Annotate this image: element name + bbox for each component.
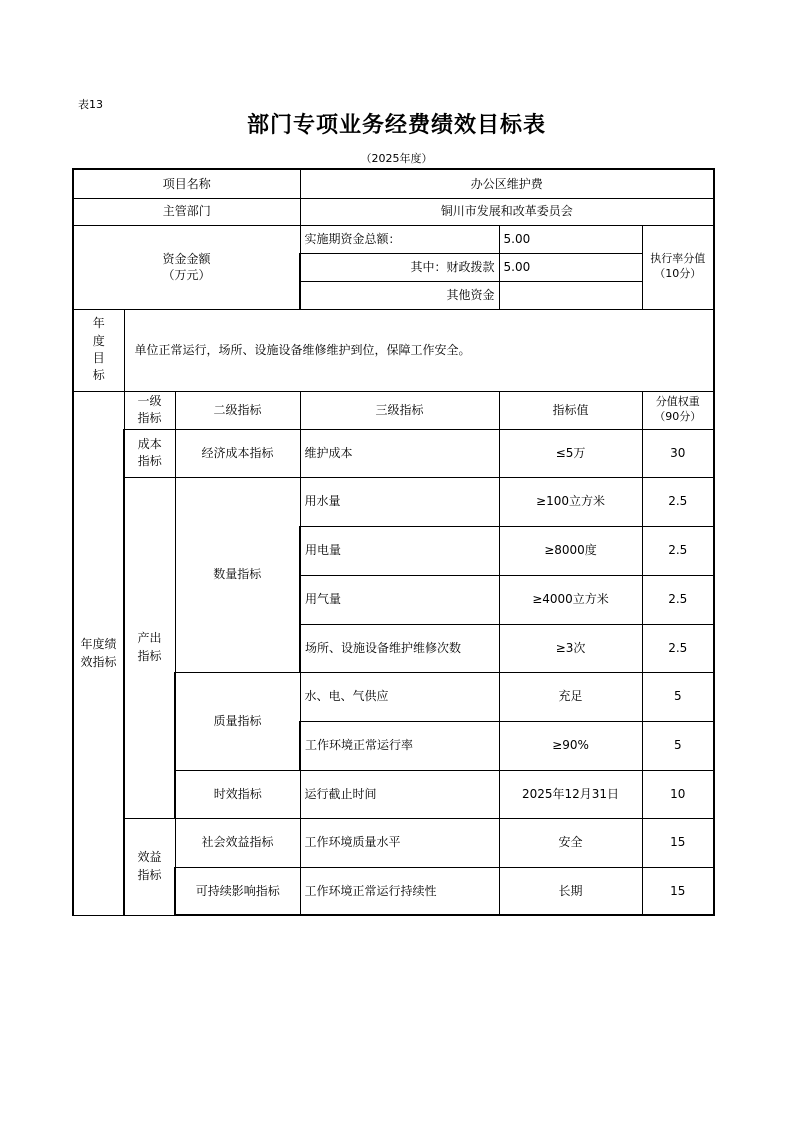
header-level2: 二级指标 xyxy=(175,391,300,429)
quantity-weight: 2.5 xyxy=(642,477,714,526)
header-value: 指标值 xyxy=(499,391,642,429)
funds-other-label: 其他资金 xyxy=(300,281,499,309)
quantity-level3: 用水量 xyxy=(300,477,499,526)
header-weight: 分值权重 （90分） xyxy=(642,391,714,429)
project-name-value: 办公区维护费 xyxy=(300,169,714,198)
quantity-value: ≥100立方米 xyxy=(499,477,642,526)
funds-label-line2: （万元） xyxy=(162,268,211,282)
funds-fiscal-value: 5.00 xyxy=(499,253,642,281)
quantity-level2: 数量指标 xyxy=(175,477,300,672)
cost-value: ≤5万 xyxy=(499,429,642,477)
timeliness-value: 2025年12月31日 xyxy=(499,770,642,818)
department-label: 主管部门 xyxy=(73,198,300,225)
department-row xyxy=(73,198,714,225)
cost-level1: 成本指标 xyxy=(124,429,175,477)
annual-goal-text: 单位正常运行，场所、设施设备维修维护到位，保障工作安全。 xyxy=(124,309,714,391)
quality-weight: 5 xyxy=(642,672,714,721)
benefit-value: 安全 xyxy=(499,818,642,867)
benefit-value: 长期 xyxy=(499,867,642,915)
funds-fiscal-label: 其中：财政拨款 xyxy=(300,253,499,281)
funds-label xyxy=(73,225,300,309)
header-level3: 三级指标 xyxy=(300,391,499,429)
table-number: 表13 xyxy=(78,98,103,111)
quality-level3: 工作环境正常运行率 xyxy=(300,721,499,770)
quantity-weight: 2.5 xyxy=(642,575,714,624)
quality-value: ≥90% xyxy=(499,721,642,770)
quantity-row-1 xyxy=(73,477,714,526)
exec-rate-label-line2: （10分） xyxy=(654,267,702,280)
benefit-weight: 15 xyxy=(642,818,714,867)
quantity-level3: 场所、设施设备维护维修次数 xyxy=(300,624,499,672)
cost-row xyxy=(73,429,714,477)
quantity-level3: 用气量 xyxy=(300,575,499,624)
annual-goal-label: 年度目标 xyxy=(73,309,124,391)
funds-label-line1: 资金金额 xyxy=(162,251,211,266)
performance-target-table xyxy=(72,168,715,916)
output-level1: 产出指标 xyxy=(124,477,175,818)
annual-goal-row xyxy=(73,309,714,391)
quality-value: 充足 xyxy=(499,672,642,721)
benefit-weight: 15 xyxy=(642,867,714,915)
quantity-value: ≥4000立方米 xyxy=(499,575,642,624)
quality-level3: 水、电、气供应 xyxy=(300,672,499,721)
quantity-weight: 2.5 xyxy=(642,624,714,672)
funds-total-value: 5.00 xyxy=(499,225,642,253)
quantity-level3: 用电量 xyxy=(300,526,499,575)
funds-total-label: 实施期资金总额： xyxy=(300,225,499,253)
benefit-level3: 工作环境质量水平 xyxy=(300,818,499,867)
benefit-row-1 xyxy=(73,818,714,867)
benefit-level2: 社会效益指标 xyxy=(175,818,300,867)
quality-weight: 5 xyxy=(642,721,714,770)
cost-weight: 30 xyxy=(642,429,714,477)
year-label: （2025年度） xyxy=(360,152,433,165)
benefit-level1: 效益指标 xyxy=(124,818,175,915)
benefit-level2: 可持续影响指标 xyxy=(175,867,300,915)
quantity-weight: 2.5 xyxy=(642,526,714,575)
timeliness-level2: 时效指标 xyxy=(175,770,300,818)
cost-level2: 经济成本指标 xyxy=(175,429,300,477)
quality-level2: 质量指标 xyxy=(175,672,300,770)
exec-rate-score xyxy=(642,225,714,309)
benefit-level3: 工作环境正常运行持续性 xyxy=(300,867,499,915)
indicator-header-row xyxy=(73,391,714,429)
project-name-label: 项目名称 xyxy=(73,169,300,198)
funds-other-value xyxy=(499,281,642,309)
exec-rate-label-line1: 执行率分值 xyxy=(650,252,706,266)
timeliness-weight: 10 xyxy=(642,770,714,818)
funds-total-row xyxy=(73,225,714,253)
timeliness-level3: 运行截止时间 xyxy=(300,770,499,818)
project-name-row xyxy=(73,169,714,198)
indicators-section-label: 年度绩效指标 xyxy=(73,391,124,915)
page-title: 部门专项业务经费绩效目标表 xyxy=(246,113,546,138)
department-value: 铜川市发展和改革委员会 xyxy=(300,198,714,225)
quantity-value: ≥8000度 xyxy=(499,526,642,575)
quantity-value: ≥3次 xyxy=(499,624,642,672)
header-level1: 一级指标 xyxy=(124,391,175,429)
cost-level3: 维护成本 xyxy=(300,429,499,477)
